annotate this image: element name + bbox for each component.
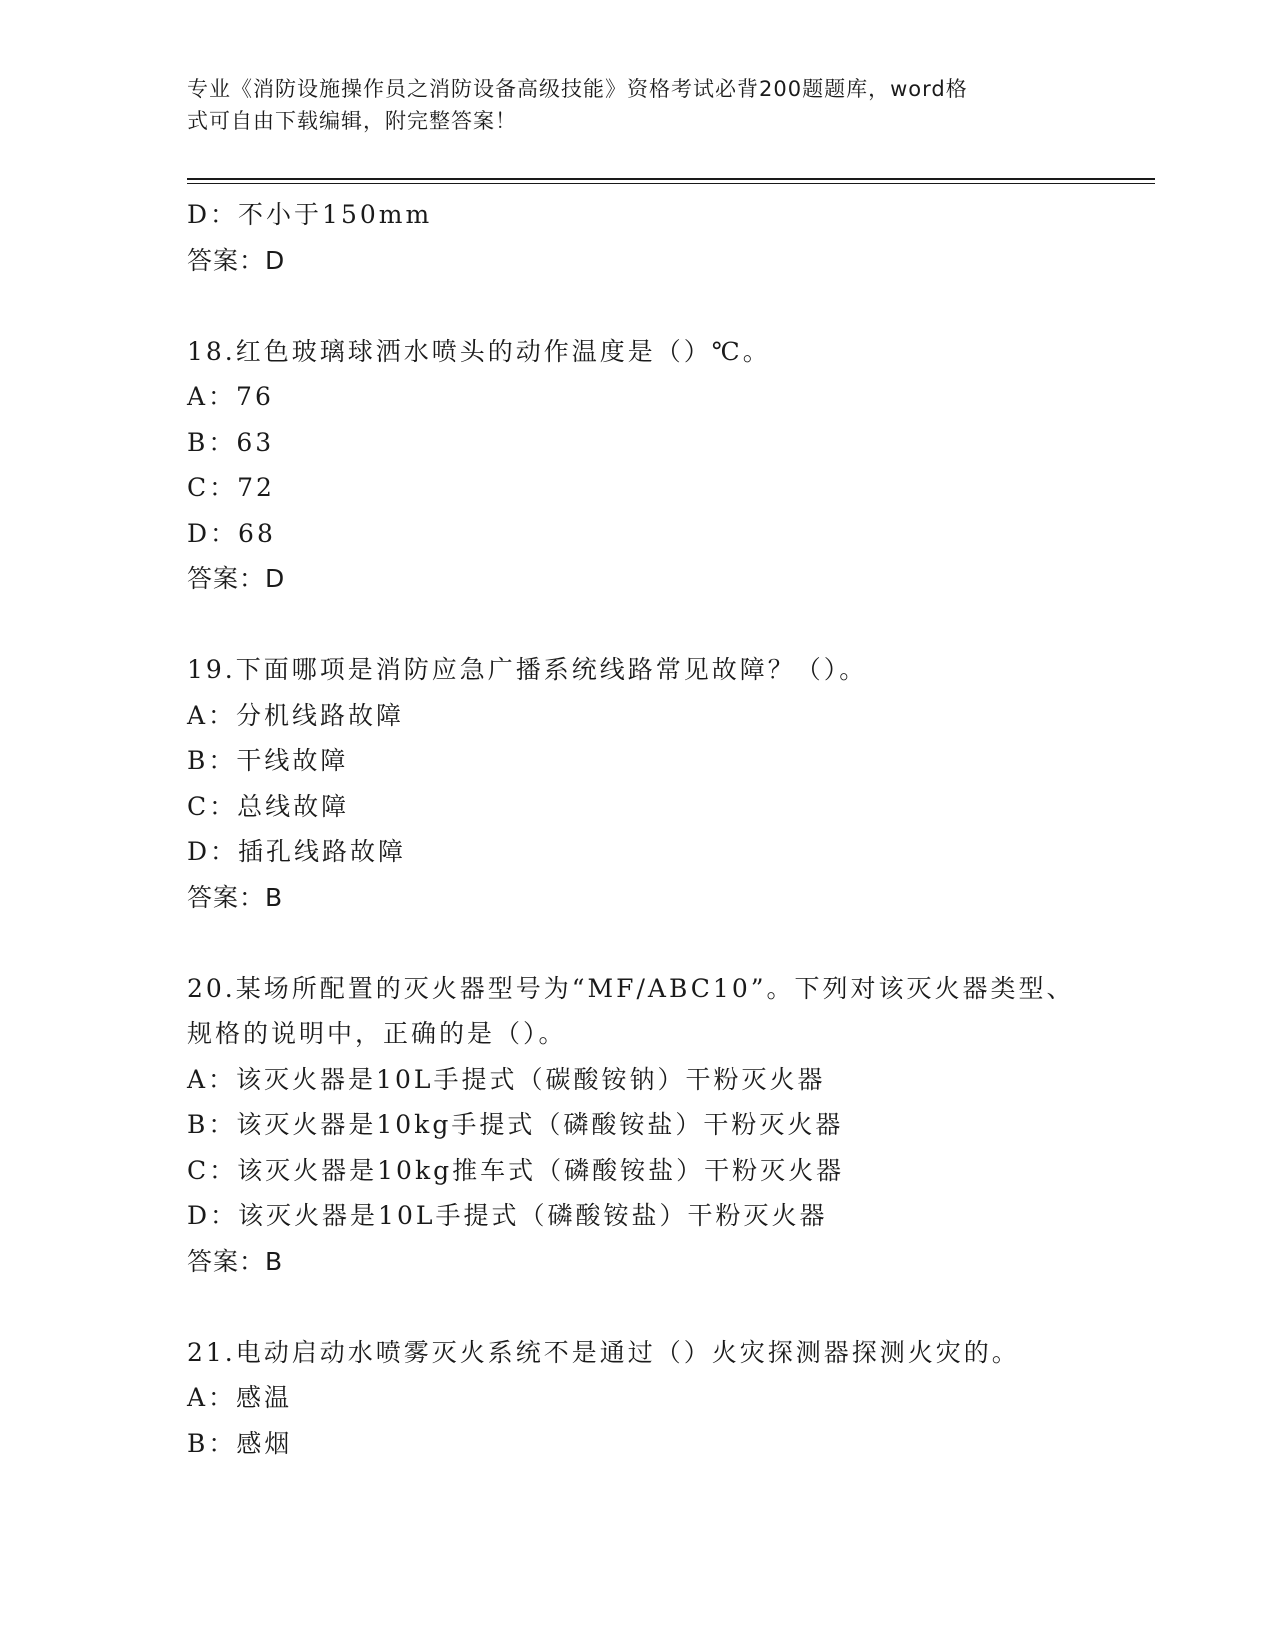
question-18 (187, 329, 1087, 602)
option-b: B：干线故障 (187, 746, 349, 775)
option-a: A：感温 (187, 1383, 293, 1412)
spacer (187, 283, 1087, 329)
question-text: 21.电动启动水喷雾灭火系统不是通过（）火灾探测器探测火灾的。 (187, 1337, 1020, 1367)
option-c: C：72 (187, 473, 275, 502)
answer: 答案：B (187, 882, 284, 912)
question-text-line-2: 规格的说明中，正确的是（）。 (187, 1019, 567, 1048)
question-17 (187, 192, 1087, 283)
option-a: A：分机线路故障 (187, 700, 405, 730)
header-divider-thin (187, 183, 1155, 184)
option-a: A：76 (187, 382, 274, 411)
question-19 (187, 647, 1087, 920)
option-d: D：该灭火器是10L手提式（磷酸铵盐）干粉灭火器 (187, 1201, 828, 1230)
spacer (187, 1284, 1087, 1330)
option-d: D：插孔线路故障 (187, 837, 407, 866)
option-c: C：总线故障 (187, 791, 350, 821)
option-a: A：该灭火器是10L手提式（碳酸铵钠）干粉灭火器 (187, 1064, 826, 1094)
spacer (187, 602, 1087, 648)
document-header (187, 73, 1087, 137)
option-b: B：该灭火器是10kg手提式（磷酸铵盐）干粉灭火器 (187, 1110, 844, 1139)
answer: 答案：B (187, 1246, 284, 1276)
question-21 (187, 1330, 1087, 1467)
option-b: B：感烟 (187, 1428, 293, 1458)
option-d: D：不小于150mm (187, 200, 433, 229)
option-d: D：68 (187, 518, 276, 548)
question-text: 18.红色玻璃球洒水喷头的动作温度是（）℃。 (187, 336, 771, 366)
header-line-2: 式可自由下载编辑，附完整答案！ (187, 109, 517, 133)
header-divider-thick (187, 178, 1155, 180)
question-list (187, 192, 1087, 1466)
question-20 (187, 966, 1087, 1285)
option-c: C：该灭火器是10kg推车式（磷酸铵盐）干粉灭火器 (187, 1155, 845, 1185)
spacer (187, 920, 1087, 966)
answer: 答案：D (187, 564, 286, 593)
header-line-1: 专业《消防设施操作员之消防设备高级技能》资格考试必背200题题库，word格 (187, 77, 968, 101)
option-b: B：63 (187, 427, 275, 457)
answer: 答案：D (187, 245, 286, 275)
question-text: 19.下面哪项是消防应急广播系统线路常见故障？（）。 (187, 655, 868, 684)
question-text-line-1: 20.某场所配置的灭火器型号为“MF/ABC10”。下列对该灭火器类型、 (187, 973, 1075, 1003)
